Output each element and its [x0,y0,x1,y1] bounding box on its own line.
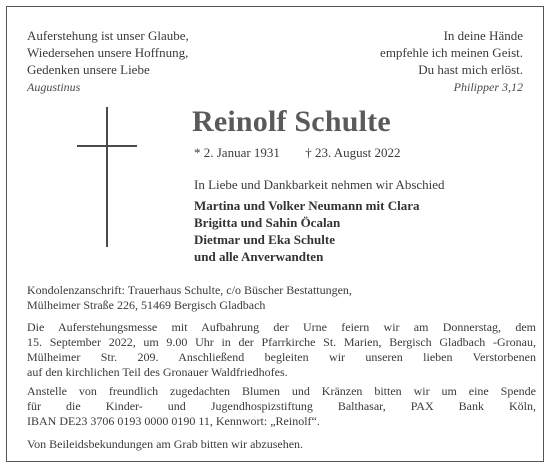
funeral-line: Die Auferstehungsmesse mit Aufbahrung der Urne feiern wir am Donnerstag, dem [27,320,536,334]
verse-left [27,27,189,96]
funeral-line: Mülheimer Str. 209. Anschließend begleiten wir unseren lieben Verstorbenen [27,350,536,364]
verse-right-line: empfehle ich meinen Geist. [380,45,523,60]
funeral-line: auf den kirchlichen Teil des Gronauer Waldfriedhofes. [27,365,288,379]
donation-line: IBAN DE23 3706 0193 0000 0190 11, Kennwort: „Reinolf“. [27,414,320,428]
mourner-entry: Brigitta und Sahin Öcalan [194,215,341,230]
deceased-name: Reinolf Schulte [192,105,391,138]
verse-right-source: Philipper 3,12 [453,80,523,94]
donation-request [27,384,536,429]
funeral-details [27,320,536,380]
verse-left-line: Gedenken unsere Liebe [27,62,150,77]
mourner-entry: Dietmar und Eka Schulte [194,232,335,247]
donation-line: für die Kinder- und Jugendhospizstiftung Balthasar, PAX Bank Köln, [27,399,536,413]
verse-left-line: Wiedersehen unsere Hoffnung, [27,45,189,60]
condolence-line: Kondolenzanschrift: Trauerhaus Schulte, c/o Büscher Bestattungen, [27,283,352,297]
cross-icon [77,107,137,247]
verse-right-line: In deine Hände [443,28,523,43]
farewell-intro: In Liebe und Dankbarkeit nehmen wir Abschied [194,177,445,192]
verse-right [380,27,523,96]
closing-note: Von Beileidsbekundungen am Grab bitten wir abzusehen. [27,437,304,451]
birth-date: * 2. Januar 1931 [194,145,280,160]
mourner-entry: und alle Anverwandten [194,249,324,264]
obituary-notice [6,6,544,462]
mourner-entry: Martina und Volker Neumann mit Clara [194,198,420,213]
verse-right-line: Du hast mich erlöst. [418,62,523,77]
verse-left-line: Auferstehung ist unser Glaube, [27,28,189,43]
life-dates [194,145,401,161]
donation-line: Anstelle von freundlich zugedachten Blumen und Kränzen bitten wir um eine Spende [27,384,536,398]
mourners-list [194,197,419,265]
condolence-line: Mülheimer Straße 226, 51469 Bergisch Gladbach [27,298,266,312]
death-date: † 23. August 2022 [305,145,401,160]
funeral-line: 15. September 2022, um 9.00 Uhr in der Pfarrkirche St. Marien, Bergisch Gladbach -Gronau, [27,335,536,349]
verse-left-source: Augustinus [27,80,81,94]
condolence-address [27,283,536,313]
